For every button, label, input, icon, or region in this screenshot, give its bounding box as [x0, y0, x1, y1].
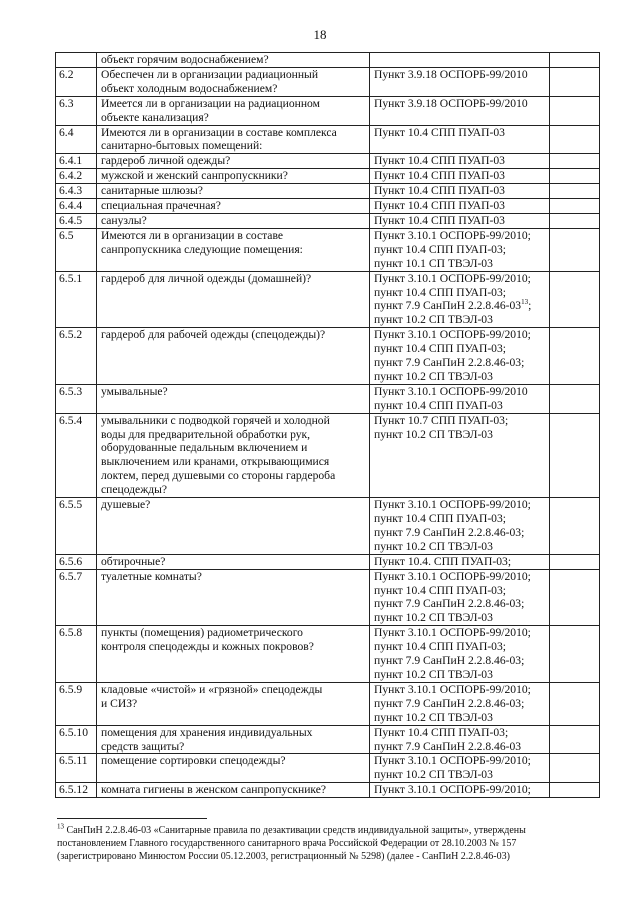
- reference-line: Пункт 3.10.1 ОСПОРБ-99/2010;: [374, 783, 531, 797]
- question-line: объекте канализация?: [101, 110, 209, 124]
- empty-cell: [550, 682, 600, 725]
- reference-line: Пункт 10.4 СПП ПУАП-03: [374, 169, 505, 183]
- table-row: [56, 154, 600, 169]
- reference-cell: [370, 783, 550, 798]
- reference-cell: [370, 328, 550, 385]
- reference-line: Пункт 3.10.1 ОСПОРБ-99/2010;: [374, 754, 531, 768]
- item-number: 6.3: [56, 96, 97, 125]
- item-number: 6.5.2: [56, 328, 97, 385]
- table-row: [56, 328, 600, 385]
- question-line: помещение сортировки спецодежды?: [101, 754, 286, 768]
- requirements-table: [55, 52, 600, 798]
- reference-line: Пункт 3.10.1 ОСПОРБ-99/2010;: [374, 328, 531, 342]
- footnote-divider: [57, 818, 207, 819]
- reference-cell: [370, 569, 550, 626]
- question-cell: [97, 154, 370, 169]
- question-cell: [97, 682, 370, 725]
- empty-cell: [550, 498, 600, 555]
- reference-line: пункт 7.9 СанПиН $2.2.8.46-03^{13}$;: [374, 298, 532, 313]
- question-cell: [97, 213, 370, 228]
- question-line: гардероб для рабочей одежды (спецодежды)?: [101, 328, 326, 342]
- question-line: Имеются ли в организации в составе: [101, 228, 284, 242]
- table-row: [56, 569, 600, 626]
- reference-line: пункт 10.4 СПП ПУАП-03;: [374, 512, 507, 525]
- reference-cell: [370, 154, 550, 169]
- question-cell: [97, 413, 370, 497]
- empty-cell: [550, 184, 600, 199]
- empty-cell: [550, 783, 600, 798]
- reference-cell: [370, 725, 550, 754]
- table-row: [56, 384, 600, 413]
- question-line: мужской и женский санпропускники?: [101, 169, 288, 183]
- question-cell: [97, 67, 370, 96]
- reference-line: пункт 10.4 СПП ПУАП-03;: [374, 285, 507, 299]
- table-row: [56, 498, 600, 555]
- reference-line: Пункт 10.4 СПП ПУАП-03: [374, 213, 505, 227]
- question-cell: [97, 199, 370, 214]
- reference-cell: [370, 682, 550, 725]
- question-cell: [97, 569, 370, 626]
- question-line: гардероб для личной одежды (домашней)?: [101, 271, 312, 285]
- reference-line: Пункт 3.10.1 ОСПОРБ-99/2010;: [374, 271, 531, 285]
- question-cell: [97, 228, 370, 271]
- question-line: Имеются ли в организации в составе комплекса: [101, 125, 337, 139]
- reference-line: Пункт 3.10.1 ОСПОРБ-99/2010: [374, 384, 528, 398]
- reference-cell: [370, 169, 550, 184]
- question-cell: [97, 125, 370, 154]
- reference-line: Пункт 10.7 СПП ПУАП-03;: [374, 413, 509, 427]
- item-number: 6.5.4: [56, 413, 97, 497]
- item-number: 6.4: [56, 125, 97, 154]
- question-line: умывальники с подводкой горячей и холодной: [101, 413, 330, 427]
- question-line: санузлы?: [101, 213, 147, 227]
- question-line: средств защиты?: [101, 739, 185, 753]
- reference-line: пункт 10.4 СПП ПУАП-03: [374, 398, 503, 412]
- question-line: кладовые «чистой» и «грязной» спецодежды: [101, 682, 323, 696]
- question-line: выключением или кранами, открывающимися: [101, 455, 330, 469]
- item-number: [56, 53, 97, 68]
- table-row: [56, 271, 600, 328]
- reference-line: Пункт 3.10.1 ОСПОРБ-99/2010;: [374, 498, 531, 512]
- question-line: объект холодным водоснабжением?: [101, 81, 278, 95]
- question-line: обтирочные?: [101, 554, 166, 568]
- reference-cell: [370, 626, 550, 683]
- empty-cell: [550, 169, 600, 184]
- empty-cell: [550, 569, 600, 626]
- empty-cell: [550, 228, 600, 271]
- question-line: контроля спецодежды и кожных покровов?: [101, 640, 314, 654]
- reference-line: Пункт 10.4 СПП ПУАП-03: [374, 184, 505, 198]
- question-cell: [97, 754, 370, 783]
- empty-cell: [550, 125, 600, 154]
- empty-cell: [550, 626, 600, 683]
- empty-cell: [550, 213, 600, 228]
- item-number: 6.4.1: [56, 154, 97, 169]
- reference-line: Пункт 3.10.1 ОСПОРБ-99/2010;: [374, 228, 531, 242]
- reference-cell: [370, 228, 550, 271]
- reference-line: пункт 7.9 СанПиН 2.2.8.46-03: [374, 739, 522, 753]
- item-number: 6.4.5: [56, 213, 97, 228]
- reference-line: Пункт 10.4 СПП ПУАП-03;: [374, 725, 509, 739]
- question-line: туалетные комнаты?: [101, 569, 202, 583]
- table-row: [56, 783, 600, 798]
- empty-cell: [550, 154, 600, 169]
- reference-line: пункт 10.4 СПП ПУАП-03;: [374, 342, 507, 356]
- item-number: 6.5.9: [56, 682, 97, 725]
- question-line: Обеспечен ли в организации радиационный: [101, 67, 319, 81]
- table-row: [56, 725, 600, 754]
- question-cell: [97, 53, 370, 68]
- reference-cell: [370, 96, 550, 125]
- question-cell: [97, 783, 370, 798]
- question-cell: [97, 384, 370, 413]
- reference-cell: [370, 67, 550, 96]
- question-cell: [97, 498, 370, 555]
- reference-cell: [370, 498, 550, 555]
- empty-cell: [550, 725, 600, 754]
- item-number: 6.5.10: [56, 725, 97, 754]
- reference-line: Пункт 3.10.1 ОСПОРБ-99/2010;: [374, 626, 531, 640]
- question-line: помещения для хранения индивидуальных: [101, 725, 313, 739]
- question-line: санитарные шлюзы?: [101, 184, 203, 198]
- reference-line: Пункт 10.4. СПП ПУАП-03;: [374, 554, 512, 568]
- table-row: [56, 213, 600, 228]
- table-row: [56, 228, 600, 271]
- empty-cell: [550, 754, 600, 783]
- question-line: санитарно-бытовых помещений:: [101, 139, 263, 153]
- item-number: 6.5.3: [56, 384, 97, 413]
- page-number: 18: [313, 27, 327, 42]
- reference-line: пункт 10.2 СП ТВЭЛ-03: [374, 667, 493, 681]
- reference-line: Пункт 3.10.1 ОСПОРБ-99/2010;: [374, 569, 531, 583]
- reference-cell: [370, 184, 550, 199]
- question-line: воды для предварительной обработки рук,: [101, 427, 311, 441]
- item-number: 6.4.2: [56, 169, 97, 184]
- reference-line: Пункт 10.4 СПП ПУАП-03: [374, 125, 505, 139]
- table-row: [56, 53, 600, 68]
- question-line: умывальные?: [101, 384, 168, 398]
- item-number: 6.5: [56, 228, 97, 271]
- table-row: [56, 96, 600, 125]
- question-cell: [97, 271, 370, 328]
- reference-cell: [370, 384, 550, 413]
- reference-line: пункт 10.4 СПП ПУАП-03;: [374, 242, 507, 256]
- item-number: 6.5.8: [56, 626, 97, 683]
- reference-cell: [370, 413, 550, 497]
- reference-line: Пункт 10.4 СПП ПУАП-03: [374, 199, 505, 213]
- table-row: [56, 413, 600, 497]
- reference-line: пункт 10.2 СП ТВЭЛ-03: [374, 710, 493, 724]
- reference-line: пункт 7.9 СанПиН 2.2.8.46-03;: [374, 525, 525, 539]
- table-row: [56, 184, 600, 199]
- reference-line: пункт 7.9 СанПиН 2.2.8.46-03;: [374, 356, 525, 370]
- table-row: [56, 754, 600, 783]
- question-line: и СИЗ?: [101, 696, 138, 710]
- question-cell: [97, 328, 370, 385]
- reference-cell: [370, 554, 550, 569]
- item-number: 6.5.5: [56, 498, 97, 555]
- reference-cell: [370, 271, 550, 328]
- table-row: [56, 67, 600, 96]
- question-cell: [97, 725, 370, 754]
- reference-cell: [370, 213, 550, 228]
- question-cell: [97, 626, 370, 683]
- reference-line: пункт 7.9 СанПиН 2.2.8.46-03;: [374, 696, 525, 710]
- reference-line: пункт 7.9 СанПиН 2.2.8.46-03;: [374, 597, 525, 611]
- table-row: [56, 125, 600, 154]
- reference-line: пункт 10.2 СП ТВЭЛ-03: [374, 369, 493, 383]
- reference-line: пункт 10.2 СП ТВЭЛ-03: [374, 611, 493, 625]
- reference-line: Пункт 3.9.18 ОСПОРБ-99/2010: [374, 96, 528, 110]
- question-line: душевые?: [101, 498, 151, 512]
- footnote-reference: 13: [521, 298, 529, 307]
- reference-line: Пункт 10.4 СПП ПУАП-03: [374, 154, 505, 168]
- reference-line: пункт 10.2 СП ТВЭЛ-03: [374, 313, 493, 327]
- item-number: 6.5.6: [56, 554, 97, 569]
- question-cell: [97, 184, 370, 199]
- question-cell: [97, 554, 370, 569]
- empty-cell: [550, 413, 600, 497]
- reference-line: пункт 10.2 СП ТВЭЛ-03: [374, 539, 493, 553]
- item-number: 6.5.7: [56, 569, 97, 626]
- reference-line: Пункт 3.9.18 ОСПОРБ-99/2010: [374, 67, 528, 81]
- question-cell: [97, 96, 370, 125]
- empty-cell: [550, 96, 600, 125]
- table-row: [56, 199, 600, 214]
- table-row: [56, 626, 600, 683]
- question-line: локтем, перед душевыми со стороны гардероба: [101, 469, 336, 483]
- item-number: 6.4.4: [56, 199, 97, 214]
- item-number: 6.2: [56, 67, 97, 96]
- item-number: 6.5.1: [56, 271, 97, 328]
- empty-cell: [550, 67, 600, 96]
- reference-cell: [370, 199, 550, 214]
- reference-cell: [370, 125, 550, 154]
- table-row: [56, 554, 600, 569]
- reference-line: Пункт 3.10.1 ОСПОРБ-99/2010;: [374, 682, 531, 696]
- empty-cell: [550, 53, 600, 68]
- question-cell: [97, 169, 370, 184]
- empty-cell: [550, 384, 600, 413]
- item-number: 6.5.12: [56, 783, 97, 798]
- item-number: 6.4.3: [56, 184, 97, 199]
- question-line: объект горячим водоснабжением?: [101, 53, 269, 66]
- question-line: пункты (помещения) радиометрического: [101, 626, 303, 640]
- footnote-line-3: (зарегистрировано Минюстом России 05.12.2003, регистрационный № 5298) (далее - СанПиН 2.2.8.46-03): [57, 851, 510, 862]
- empty-cell: [550, 271, 600, 328]
- table-row: [56, 169, 600, 184]
- question-line: гардероб личной одежды?: [101, 154, 231, 168]
- table-row: [56, 682, 600, 725]
- question-line: Имеется ли в организации на радиационном: [101, 96, 320, 110]
- empty-cell: [550, 199, 600, 214]
- reference-cell: [370, 53, 550, 68]
- reference-line: пункт 10.4 СПП ПУАП-03;: [374, 640, 507, 654]
- question-line: специальная прачечная?: [101, 199, 221, 213]
- reference-line: пункт 10.2 СП ТВЭЛ-03: [374, 427, 493, 441]
- empty-cell: [550, 328, 600, 385]
- question-line: спецодежды?: [101, 483, 168, 497]
- footnote-line-1: $^{13}$ СанПиН 2.2.8.46-03 «Санитарные правила по дезактивации средств индивидуальной защиты», утверждены: [57, 822, 526, 836]
- reference-cell: [370, 754, 550, 783]
- footnote: [57, 824, 597, 863]
- item-number: 6.5.11: [56, 754, 97, 783]
- reference-line: пункт 10.1 СП ТВЭЛ-03: [374, 256, 493, 270]
- reference-line: пункт 7.9 СанПиН 2.2.8.46-03;: [374, 654, 525, 668]
- question-line: комната гигиены в женском санпропускнике?: [101, 783, 327, 797]
- footnote-line-2: постановлением Главного государственного санитарного врача Российской Федерации от 28.10.2003 № 157: [57, 838, 517, 849]
- empty-cell: [550, 554, 600, 569]
- footnote-mark: 13: [57, 822, 64, 831]
- question-line: санпропускника следующие помещения:: [101, 242, 303, 256]
- question-line: оборудованные педальным включением и: [101, 441, 308, 455]
- reference-line: пункт 10.2 СП ТВЭЛ-03: [374, 768, 493, 782]
- reference-line: пункт 10.4 СПП ПУАП-03;: [374, 583, 507, 597]
